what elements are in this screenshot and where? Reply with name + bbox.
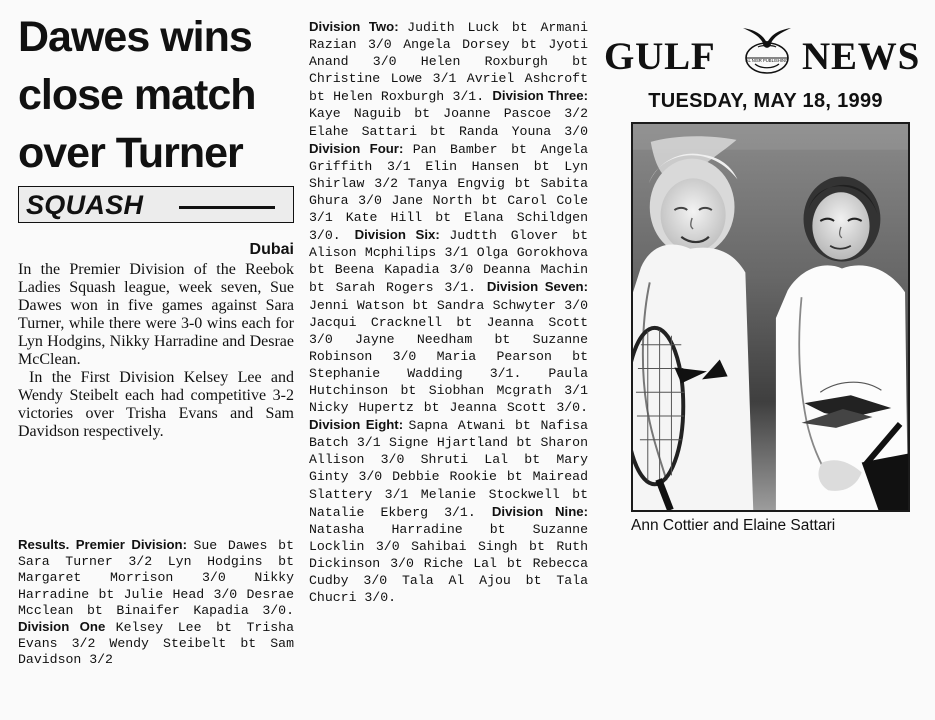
division-two-text: Judith Luck bt Armani Razian 3/0 Angela Dorsey bt Jyoti Anand 3/0 Helen Roxburgh bt Christine Lowe 3/1 Avriel Ashcroft bt Helen Roxburgh 3/1.	[309, 20, 588, 105]
headline: Dawes wins close match over Turner	[18, 13, 256, 177]
masthead	[604, 18, 924, 90]
division-one-text: Kelsey Lee bt Trisha Evans 3/2 Wendy Steibelt bt Sam Davidson 3/2	[18, 620, 294, 668]
article-body	[18, 261, 294, 441]
division-six-text: Judtth Glover bt Alison Mcphilips 3/1 Olga Gorokhova bt Beena Kapadia 3/0 Deanna Machin bt Sarah Rogers 3/1.	[309, 228, 589, 296]
article-paragraph-2: In the First Division Kelsey Lee and Wendy Steibelt each had competitive 3-2 victories over Trisha Evans and Sam Davidson respectively.	[18, 369, 294, 440]
division-two-label: Division Two:	[309, 19, 408, 34]
photo-caption: Ann Cottier and Elaine Sattari	[631, 517, 836, 534]
results-column	[309, 18, 588, 606]
premier-division-text: Sue Dawes bt Sara Turner 3/2 Lyn Hodgins bt Margaret Morrison 3/0 Nikky Harradine bt Julie Head 3/0 Desrae Mcclean bt Binaifer Kapadia 3/0.	[18, 538, 294, 618]
division-seven-label: Division Seven:	[486, 279, 588, 295]
division-four-label: Division Four:	[309, 140, 413, 156]
svg-text:AL NISR PUBLISHING: AL NISR PUBLISHING	[745, 58, 789, 63]
article-paragraph-1: In the Premier Division of the Reebok Ladies Squash league, week seven, Sue Dawes won in five games against Sara Turner, while there were 3-0 wins each for Lyn Hodgins, Nikky Harradine and Desrae McClean.	[18, 261, 294, 368]
premier-division-label: Premier Division:	[75, 537, 194, 552]
issue-date: TUESDAY, MAY 18, 1999	[648, 90, 883, 112]
eagle-logo-icon	[728, 18, 806, 80]
division-three-text: Kaye Naguib bt Joanne Pascoe 3/2 Elahe Sattari bt Randa Youna 3/0	[309, 106, 588, 139]
masthead-left: GULF	[604, 35, 716, 78]
photo-illustration	[633, 124, 908, 510]
section-tag-label: SQUASH	[26, 190, 144, 220]
division-six-label: Division Six:	[354, 227, 450, 243]
masthead-right: NEWS	[802, 35, 921, 78]
premier-division-results	[18, 537, 294, 669]
section-tag	[18, 186, 294, 223]
division-four-text: Pan Bamber bt Angela Griffith 3/1 Elin Hansen bt Lyn Shirlaw 3/2 Tanya Engvig bt Sabita Ghura 3/0 Jane North bt Carol Cole 3/1 Kate Hill bt Elana Schildgen 3/0.	[309, 141, 589, 244]
division-eight-text: Sapna Atwani bt Nafisa Batch 3/1 Signe Hjartland bt Sharon Allison 3/0 Shruti Lal bt Mary Ginty 3/0 Debbie Rookie bt Mairead Slattery 3/1 Melanie Stockwell bt Natalie Ekberg 3/1.	[309, 418, 588, 520]
division-seven-text: Jenni Watson bt Sandra Schwyter 3/0 Jacqui Cracknell bt Jeanna Scott 3/0 Jayne Needham bt Suzanne Robinson 3/0 Maria Pearson bt Stephanie Wadding 3/1. Paula Hutchinson bt Siobhan Mcgrath 3/1 Nicky Hupertz bt Jeanna Scott 3/0.	[309, 297, 588, 416]
division-nine-label: Division Nine:	[491, 503, 588, 519]
dateline: Dubai	[249, 241, 294, 258]
section-tag-rule	[179, 206, 275, 209]
division-eight-label: Division Eight:	[309, 417, 409, 433]
division-one-label: Division One	[18, 619, 116, 635]
squash-players-photo	[631, 122, 910, 512]
results-label: Results.	[18, 537, 76, 552]
division-three-label: Division Three:	[492, 88, 588, 104]
division-nine-text: Natasha Harradine bt Suzanne Locklin 3/0 Sahibai Singh bt Ruth Dickinson 3/0 Riche Lal bt Rebecca Cudby 3/0 Tala Al Ajou bt Tala Chucri 3/0.	[309, 521, 588, 606]
